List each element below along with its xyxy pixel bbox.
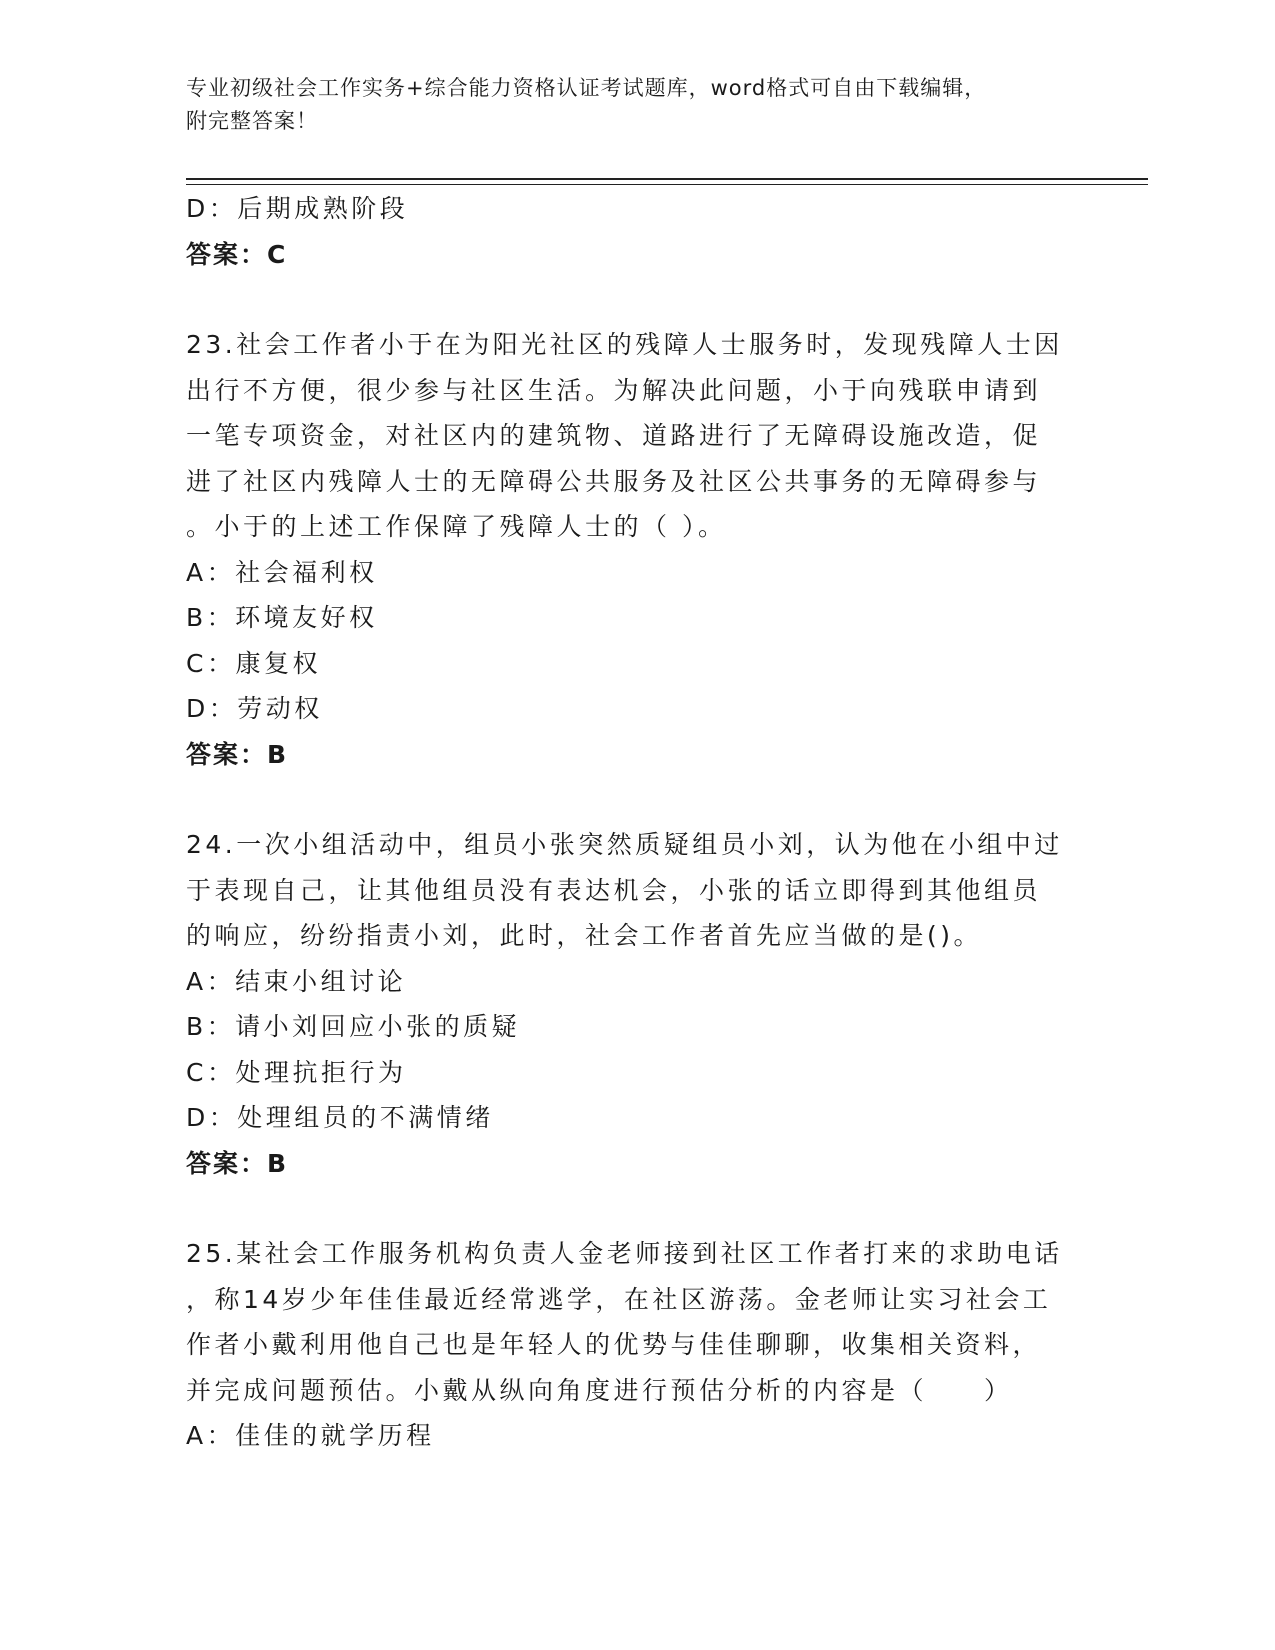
option-c: C：处理抗拒行为 bbox=[186, 1057, 407, 1087]
question-text-line: 并完成问题预估。小戴从纵向角度进行预估分析的内容是（ ） bbox=[186, 1375, 1013, 1405]
option-d: D：劳动权 bbox=[186, 694, 323, 723]
question-text-line: 作者小戴利用他自己也是年轻人的优势与佳佳聊聊，收集相关资料， bbox=[186, 1330, 1042, 1359]
option-a: A：结束小组讨论 bbox=[186, 966, 407, 996]
header-line-1: 专业初级社会工作实务+综合能力资格认证考试题库，word格式可自由下载编辑， bbox=[186, 76, 987, 100]
option-b: B：环境友好权 bbox=[186, 603, 378, 632]
question-text-line: 。小于的上述工作保障了残障人士的（ ）。 bbox=[186, 512, 727, 541]
question-text-line: 的响应，纷纷指责小刘，此时，社会工作者首先应当做的是()。 bbox=[186, 921, 983, 950]
question-text-line: 25.某社会工作服务机构负责人金老师接到社区工作者打来的求助电话 bbox=[186, 1239, 1063, 1268]
option-d: D：后期成熟阶段 bbox=[186, 194, 409, 223]
answer-line: 答案：B bbox=[186, 739, 289, 769]
question-text-line: ，称14岁少年佳佳最近经常逃学，在社区游荡。金老师让实习社会工 bbox=[186, 1284, 1052, 1314]
option-b: B：请小刘回应小张的质疑 bbox=[186, 1012, 521, 1041]
question-text-line: 一笔专项资金，对社区内的建筑物、道路进行了无障碍设施改造，促 bbox=[186, 421, 1042, 450]
option-d: D：处理组员的不满情绪 bbox=[186, 1103, 494, 1132]
previous-question-tail bbox=[186, 186, 1076, 277]
option-a: A：佳佳的就学历程 bbox=[186, 1421, 435, 1450]
answer-line: 答案：B bbox=[186, 1148, 289, 1178]
question-text-line: 23.社会工作者小于在为阳光社区的残障人士服务时，发现残障人士因 bbox=[186, 330, 1063, 359]
question-23 bbox=[186, 322, 1076, 777]
question-text-line: 于表现自己，让其他组员没有表达机会，小张的话立即得到其他组员 bbox=[186, 875, 1042, 905]
question-text-line: 出行不方便，很少参与社区生活。为解决此问题，小于向残联申请到 bbox=[186, 375, 1042, 405]
question-text-line: 24.一次小组活动中，组员小张突然质疑组员小刘，认为他在小组中过 bbox=[186, 830, 1063, 859]
header-divider-thick bbox=[186, 178, 1148, 180]
exam-content bbox=[186, 186, 1076, 1459]
header-divider-thin bbox=[186, 184, 1148, 185]
option-c: C：康复权 bbox=[186, 648, 321, 678]
answer-line: 答案：C bbox=[186, 239, 288, 269]
document-header bbox=[186, 72, 1086, 138]
header-line-2: 附完整答案！ bbox=[186, 109, 318, 133]
question-25 bbox=[186, 1231, 1076, 1459]
question-text-line: 进了社区内残障人士的无障碍公共服务及社区公共事务的无障碍参与 bbox=[186, 466, 1042, 496]
question-24 bbox=[186, 822, 1076, 1186]
option-a: A：社会福利权 bbox=[186, 557, 378, 587]
